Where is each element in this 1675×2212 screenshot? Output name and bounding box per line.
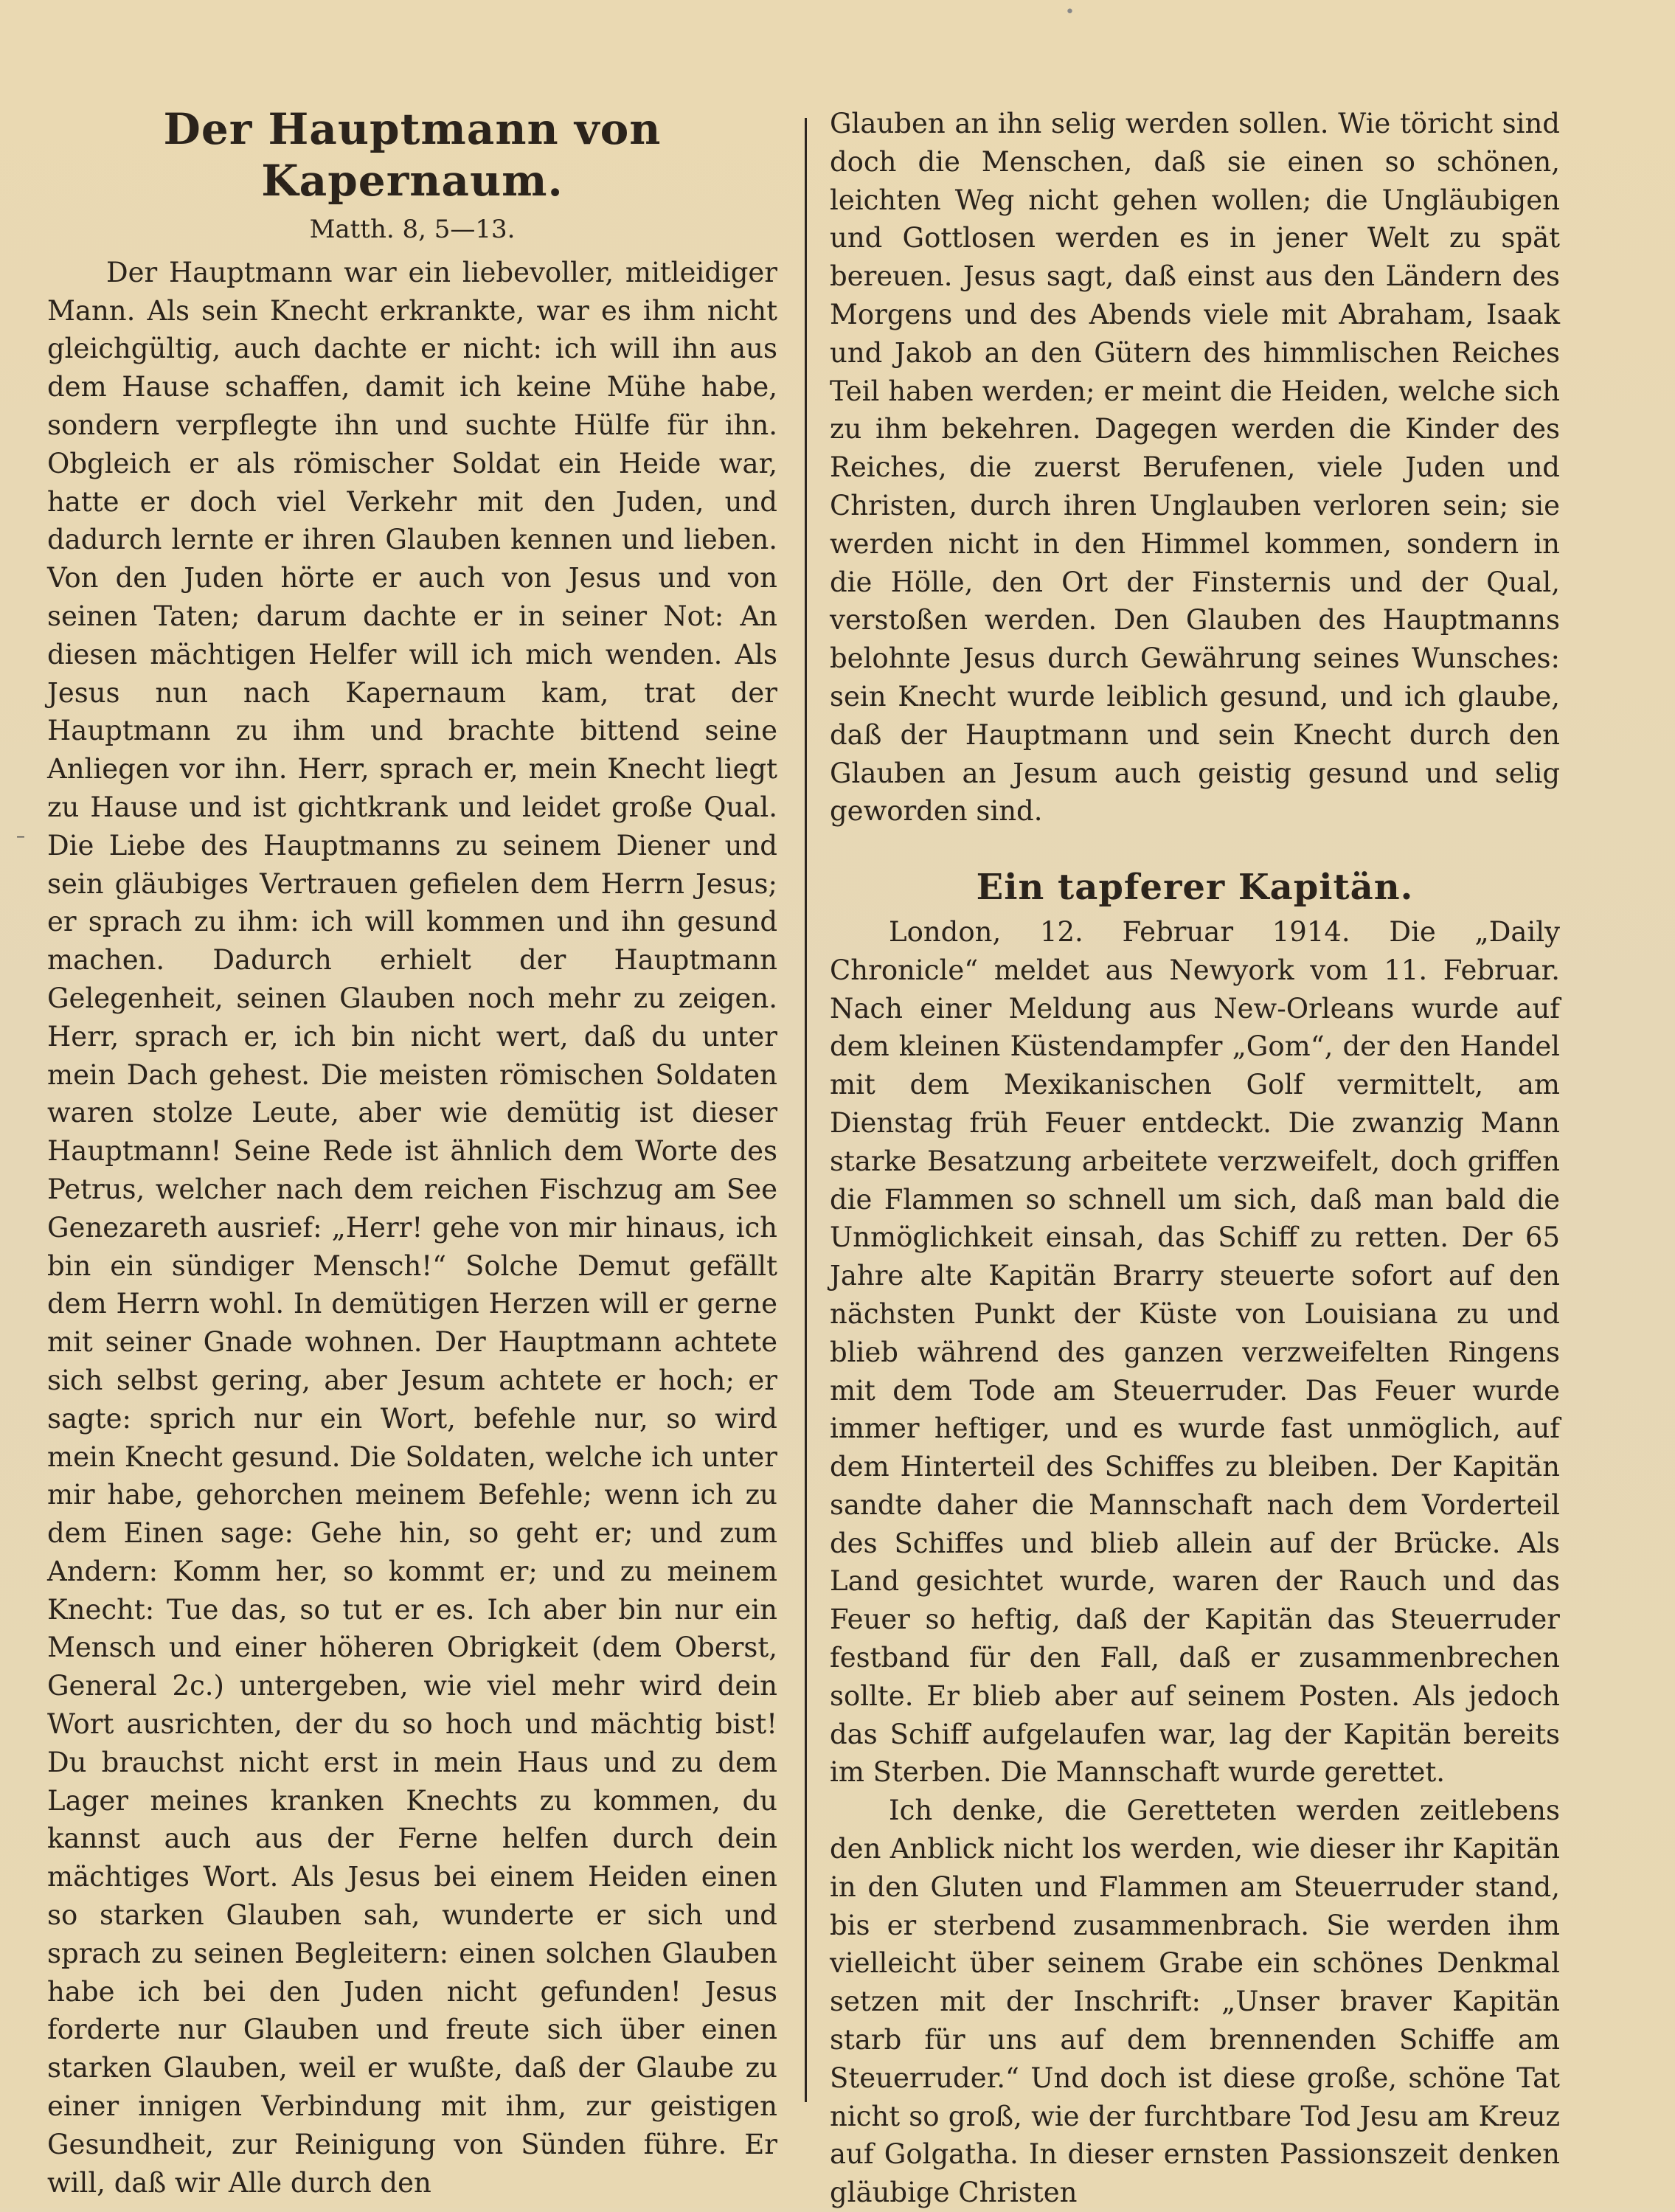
article-body-hauptmann-continued: Glauben an ihn selig werden sollen. Wie töricht sind doch die Menschen, daß sie einen so schönen, leichten Weg nicht gehen wollen; die Ungläubigen und Gottlosen werden es in jener Welt zu spät bereuen. Jesus sagt, daß einst aus den Ländern des Morgens und des Abends viele mit Abraham, Isaak und Jakob an den Gütern des himmlischen Reiches Teil haben werden; er meint die Heiden, welche sich zu ihm bekehren. Dagegen werden die Kinder des Reiches, die zuerst Berufenen, viele Juden und Christen, durch ihren Unglauben verloren sein; sie werden nicht in den Himmel kommen, sondern in die Hölle, den Ort der Finsternis und der Qual, verstoßen werden. Den Glauben des Hauptmanns belohnte Jesus durch Gewährung seines Wunsches: sein Knecht wurde leiblich gesund, und ich glaube, daß der Hauptmann und sein Knecht durch den Glauben an Jesum auch geistig gesund und selig geworden sind. — [830, 108, 1560, 828]
print-speck: • — [1065, 3, 1075, 21]
article-body-kapitaen-p2: Ich denke, die Geretteten werden zeitlebens den Anblick nicht los werden, wie dieser ihr Kapitän in den Gluten und Flammen am Steuerruder stand, bis er sterbend zusammenbrach. Sie werden ihm vielleicht über seinem Grabe ein schönes Denkmal setzen mit der Inschrift: „Unser braver Kapitän starb für uns auf dem brennenden Schiffe am Steuerruder.“ Und doch ist diese große, schöne Tat nicht so groß, wie der furchtbare Tod Jesu am Kreuz auf Golgatha. In dieser ernsten Passionszeit denken gläubige Christen — [830, 1795, 1560, 2209]
column-divider — [805, 118, 807, 2102]
article-body-kapitaen-p1: London, 12. Februar 1914. Die „Daily Chronicle“ meldet aus Newyork vom 11. Februar. Nach einer Meldung aus New-Orleans wurde auf dem kleinen Küstendampfer „Gom“, der den Handel mit dem Mexikanischen Golf vermittelt, am Dienstag früh Feuer entdeckt. Die zwanzig Mann starke Besatzung arbeitete verzweifelt, doch griffen die Flammen so schnell um sich, daß man bald die Unmöglichkeit einsah, das Schiff zu retten. Der 65 Jahre alte Kapitän Brarry steuerte sofort auf den nächsten Punkt der Küste von Louisiana zu und blieb während des ganzen verzweifelten Ringens mit dem Tode am Steuerruder. Das Feuer wurde immer heftiger, und es wurde fast unmöglich, auf dem Hinterteil des Schiffes zu bleiben. Der Kapitän sandte daher die Mannschaft nach dem Vorderteil des Schiffes und blieb allein auf der Brücke. Als Land gesichtet wurde, waren der Rauch und das Feuer so heftig, daß der Kapitän das Steuerruder festband für den Fall, daß er zusammenbrechen sollte. Er blieb aber auf seinem Posten. Als jedoch das Schiff aufgelaufen war, lag der Kapitän bereits im Sterben. Die Mannschaft wurde gerettet. — [830, 915, 1560, 1789]
margin-mark: – — [16, 825, 25, 846]
article-title-hauptmann: Der Hauptmann von Kapernaum. — [163, 104, 662, 206]
bible-reference: Matth. 8, 5—13. — [309, 215, 516, 244]
right-column — [830, 105, 1560, 2212]
article-body-hauptmann: Der Hauptmann war ein liebevoller, mitleidiger Mann. Als sein Knecht erkrankte, war es ihm nicht gleichgültig, auch dachte er nicht: ich will ihn aus dem Hause schaffen, damit ich keine Mühe habe, sondern verpflegte ihn und suchte Hülfe für ihn. Obgleich er als römischer Soldat ein Heide war, hatte er doch viel Verkehr mit den Juden, und dadurch lernte er ihren Glauben kennen und lieben. Von den Juden hörte er auch von Jesus und von seinen Taten; darum dachte er in seiner Not: An diesen mächtigen Helfer will ich mich wenden. Als Jesus nun nach Kapernaum kam, trat der Hauptmann zu ihm und brachte bittend seine Anliegen vor ihn. Herr, sprach er, mein Knecht liegt zu Hause und ist gichtkrank und leidet große Qual. Die Liebe des Hauptmanns zu seinem Diener und sein gläubiges Vertrauen gefielen dem Herrn Jesus; er sprach zu ihm: ich will kommen und ihn gesund machen. Dadurch erhielt der Hauptmann Gelegenheit, seinen Glauben noch mehr zu zeigen. Herr, sprach er, ich bin nicht wert, daß du unter mein Dach gehest. Die meisten römischen Soldaten waren stolze Leute, aber wie demütig ist dieser Hauptmann! Seine Rede ist ähnlich dem Worte des Petrus, welcher nach dem reichen Fischzug am See Genezareth ausrief: „Herr! gehe von mir hinaus, ich bin ein sündiger Mensch!“ Solche Demut gefällt dem Herrn wohl. In demütigen Herzen will er gerne mit seiner Gnade wohnen. Der Hauptmann achtete sich selbst gering, aber Jesum achtete er hoch; er sagte: sprich nur ein Wort, befehle nur, so wird mein Knecht gesund. Die Soldaten, welche ich unter mir habe, gehorchen meinem Befehle; wenn ich zu dem Einen sage: Gehe hin, so geht er; und zum Andern: Komm her, so kommt er; und zu meinem Knecht: Tue das, so tut er es. Ich aber bin nur ein Mensch und einer höheren Obrigkeit (dem Oberst, General 2c.) untergeben, wie viel mehr wird dein Wort ausrichten, der du so hoch und mächtig bist! Du brauchst nicht erst in mein Haus und zu dem Lager meines kranken Knechts zu kommen, du kannst auch aus der Ferne helfen durch dein mächtiges Wort. Als Jesus bei einem Heiden einen so starken Glauben sah, wunderte er sich und sprach zu seinen Begleitern: einen solchen Glauben habe ich bei den Juden nicht gefunden! Jesus forderte nur Glauben und freute sich über einen starken Glauben, weil er wußte, daß der Glaube zu einer innigen Verbindung mit ihm, zur geistigen Gesundheit, zur Reinigung von Sünden führe. Er will, daß wir Alle durch den — [47, 256, 777, 2199]
left-column — [47, 87, 777, 2202]
article-title-kapitaen: Ein tapferer Kapitän. — [976, 867, 1414, 909]
